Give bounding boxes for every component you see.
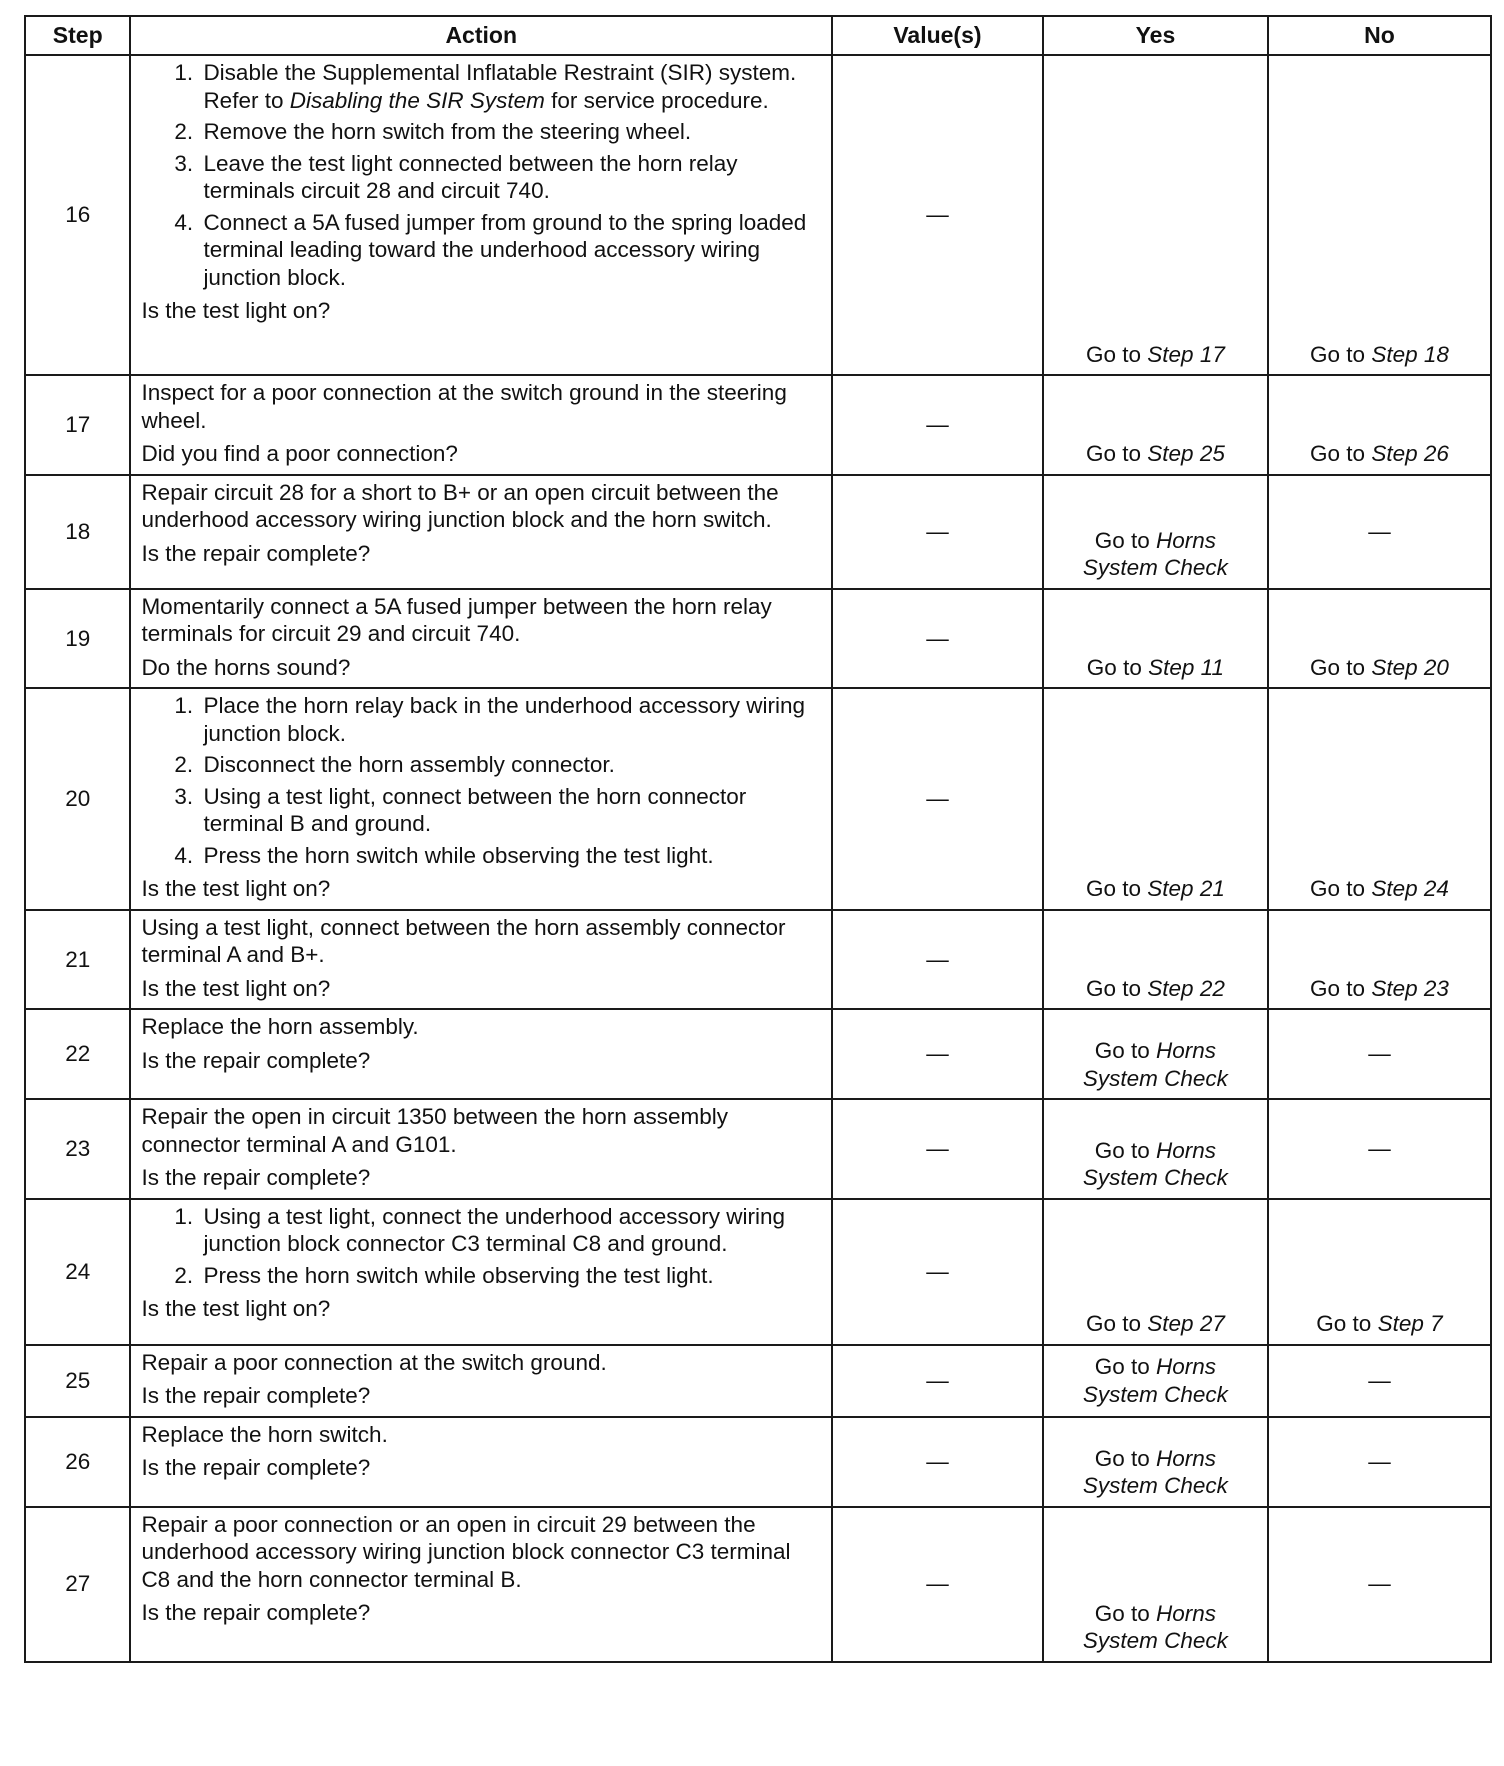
action-cell [130, 1417, 832, 1507]
step-number: 17 [25, 375, 130, 475]
action-text: Using a test light, connect between the horn assembly connector terminal A and B+. [141, 914, 786, 967]
step-number: 18 [25, 475, 130, 589]
diagnostic-table-page [24, 15, 1492, 1663]
value-cell: — [832, 1417, 1043, 1507]
action-cell [130, 688, 832, 910]
header-step: Step [25, 16, 130, 55]
table-row [25, 1099, 1491, 1199]
value-cell: — [832, 1507, 1043, 1662]
value-cell: — [832, 55, 1043, 375]
table-row [25, 55, 1491, 375]
value-cell: — [832, 910, 1043, 1010]
header-row [25, 16, 1491, 55]
table-row [25, 1507, 1491, 1662]
yes-cell: Go to Step 17 [1043, 55, 1268, 375]
table-row [25, 688, 1491, 910]
step-number: 24 [25, 1199, 130, 1345]
no-cell: Go to Step 18 [1268, 55, 1491, 375]
action-question: Is the repair complete? [141, 1600, 371, 1625]
step-number: 26 [25, 1417, 130, 1507]
step-number: 27 [25, 1507, 130, 1662]
action-item: 4. Press the horn switch while observing the test light. [199, 842, 821, 870]
yes-cell: Go to Horns System Check [1043, 475, 1268, 589]
action-cell [130, 55, 832, 375]
step-number: 22 [25, 1009, 130, 1099]
action-item: 4. Connect a 5A fused jumper from ground to the spring loaded terminal leading toward the underhood accessory wiring junction block. [199, 209, 821, 292]
yes-cell: Go to Horns System Check [1043, 1507, 1268, 1662]
no-cell: — [1268, 475, 1491, 589]
action-item: 2. Press the horn switch while observing the test light. [199, 1262, 821, 1290]
action-cell [130, 375, 832, 475]
no-cell: — [1268, 1345, 1491, 1417]
action-text: Repair a poor connection at the switch ground. [141, 1349, 607, 1375]
action-text: Replace the horn assembly. [141, 1014, 419, 1039]
yes-cell: Go to Step 21 [1043, 688, 1268, 910]
header-values: Value(s) [832, 16, 1043, 55]
action-question: Is the repair complete? [141, 1165, 371, 1190]
no-cell: Go to Step 24 [1268, 688, 1491, 910]
step-number: 25 [25, 1345, 130, 1417]
value-cell: — [832, 475, 1043, 589]
yes-cell: Go to Horns System Check [1043, 1345, 1268, 1417]
action-question: Is the repair complete? [141, 540, 371, 566]
no-cell: Go to Step 7 [1268, 1199, 1491, 1345]
action-cell [130, 589, 832, 689]
action-question: Is the test light on? [141, 975, 331, 1001]
action-list [141, 692, 821, 869]
yes-step-ref: 17 [1199, 341, 1225, 367]
table-row [25, 475, 1491, 589]
action-item: 3. Using a test light, connect between the horn connector terminal B and ground. [199, 783, 821, 838]
diagnostic-table [24, 15, 1492, 1663]
action-item: 1. Using a test light, connect the underhood accessory wiring junction block connector C3 terminal C8 and ground. [199, 1203, 821, 1258]
no-cell: Go to Step 20 [1268, 589, 1491, 689]
action-cell [130, 910, 832, 1010]
action-text: Replace the horn switch. [141, 1421, 388, 1447]
action-item: 3. Leave the test light connected between the horn relay terminals circuit 28 and circuit 740. [199, 150, 821, 205]
yes-cell: Go to Horns System Check [1043, 1009, 1268, 1099]
value-cell: — [832, 1099, 1043, 1199]
action-cell [130, 1345, 832, 1417]
doc-reference: Disabling the SIR System [289, 87, 545, 113]
table-row [25, 375, 1491, 475]
action-item: 1. Place the horn relay back in the underhood accessory wiring junction block. [199, 692, 821, 747]
yes-cell: Go to Step 11 [1043, 589, 1268, 689]
no-step-ref: 18 [1423, 341, 1449, 367]
step-number: 16 [25, 55, 130, 375]
yes-cell: Go to Step 27 [1043, 1199, 1268, 1345]
action-text: Repair the open in circuit 1350 between the horn assembly connector terminal A and G101. [141, 1104, 729, 1157]
header-action: Action [130, 16, 832, 55]
no-cell: Go to Step 23 [1268, 910, 1491, 1010]
table-row [25, 910, 1491, 1010]
action-question: Is the repair complete? [141, 1383, 371, 1408]
action-cell [130, 1009, 832, 1099]
action-list [141, 59, 821, 291]
step-number: 21 [25, 910, 130, 1010]
action-cell [130, 1099, 832, 1199]
table-row [25, 1199, 1491, 1345]
no-cell: — [1268, 1099, 1491, 1199]
step-number: 23 [25, 1099, 130, 1199]
value-cell: — [832, 589, 1043, 689]
value-cell: — [832, 1199, 1043, 1345]
action-text: Momentarily connect a 5A fused jumper between the horn relay terminals for circuit 29 and circuit 740. [141, 593, 772, 646]
table-row [25, 1417, 1491, 1507]
value-cell: — [832, 688, 1043, 910]
table-row [25, 1345, 1491, 1417]
action-question: Is the test light on? [141, 876, 331, 901]
value-cell: — [832, 1009, 1043, 1099]
table-row [25, 589, 1491, 689]
action-question: Is the test light on? [141, 298, 331, 323]
step-number: 19 [25, 589, 130, 689]
no-cell: — [1268, 1507, 1491, 1662]
header-no: No [1268, 16, 1491, 55]
yes-cell: Go to Horns System Check [1043, 1417, 1268, 1507]
yes-cell: Go to Horns System Check [1043, 1099, 1268, 1199]
action-item: 1. Disable the Supplemental Inflatable Restraint (SIR) system. Refer to Disabling the SIR System for service procedure. [199, 59, 821, 114]
action-text: Repair a poor connection or an open in circuit 29 between the underhood accessory wiring junction block connector C3 terminal C8 and the horn connector terminal B. [141, 1511, 791, 1592]
action-cell [130, 1507, 832, 1662]
no-cell: Go to Step 26 [1268, 375, 1491, 475]
action-item: 2. Disconnect the horn assembly connector. [199, 751, 821, 779]
header-yes: Yes [1043, 16, 1268, 55]
action-question: Do the horns sound? [141, 654, 351, 680]
action-question: Is the test light on? [141, 1296, 331, 1321]
value-cell: — [832, 375, 1043, 475]
yes-cell: Go to Step 25 [1043, 375, 1268, 475]
action-question: Is the repair complete? [141, 1047, 371, 1073]
action-text: Repair circuit 28 for a short to B+ or an open circuit between the underhood accessory wiring junction block and the horn switch. [141, 479, 779, 532]
action-text: Inspect for a poor connection at the switch ground in the steering wheel. [141, 380, 787, 433]
no-cell: — [1268, 1009, 1491, 1099]
no-cell: — [1268, 1417, 1491, 1507]
yes-cell: Go to Step 22 [1043, 910, 1268, 1010]
step-number: 20 [25, 688, 130, 910]
action-cell [130, 475, 832, 589]
action-item: 2. Remove the horn switch from the steering wheel. [199, 118, 821, 146]
action-list [141, 1203, 821, 1290]
action-cell [130, 1199, 832, 1345]
action-question: Is the repair complete? [141, 1455, 371, 1480]
table-row [25, 1009, 1491, 1099]
action-question: Did you find a poor connection? [141, 441, 458, 466]
value-cell: — [832, 1345, 1043, 1417]
